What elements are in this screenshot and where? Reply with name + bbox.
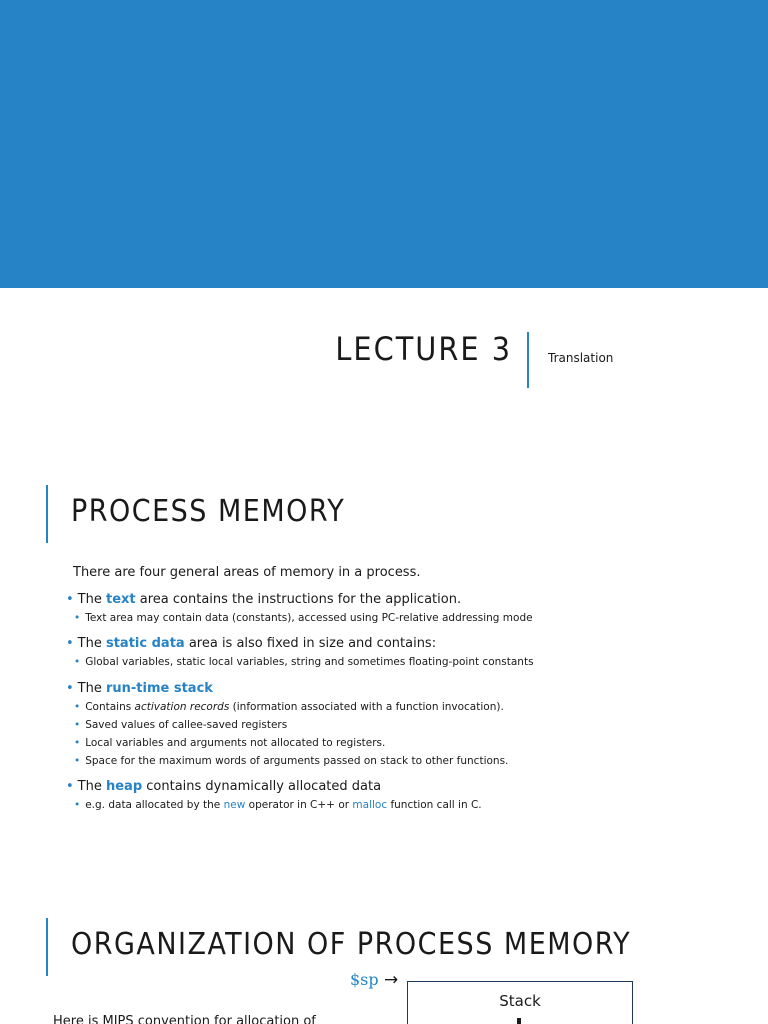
bullet-dot-icon: • [74, 755, 81, 767]
mips-convention-text: Here is MIPS convention for allocation of [53, 1014, 316, 1024]
bullet-dot-icon: • [66, 779, 74, 794]
bullet-dot-icon: • [74, 701, 81, 713]
bullet-item: • The heap contains dynamically allocated data [66, 779, 382, 794]
sub-bullet-item: • Contains activation records (information associated with a function invocation). [74, 701, 504, 713]
lecture-title: LECTURE 3 [335, 330, 512, 368]
lecture-subtitle: Translation [548, 351, 614, 365]
keyword-run-time-stack: run-time stack [105, 681, 213, 696]
keyword-malloc: malloc [352, 799, 388, 811]
bullet-item: • The static data area is also fixed in size and contains: [66, 636, 437, 651]
down-arrow-icon [517, 1018, 521, 1024]
keyword-new: new [223, 799, 246, 811]
bullet-dot-icon: • [74, 799, 81, 811]
bullet-dot-icon: • [74, 656, 81, 668]
sub-bullet-item: • Text area may contain data (constants), accessed using PC-relative addressing mode [74, 612, 533, 624]
bullet-dot-icon: • [66, 681, 74, 696]
sub-bullet-item: • Space for the maximum words of arguments passed on stack to other functions. [74, 755, 509, 767]
title-banner [0, 0, 768, 288]
stack-label: Stack [499, 992, 541, 1010]
keyword-text: text [105, 592, 136, 607]
section-title-process-memory: PROCESS MEMORY [71, 494, 346, 529]
section-title-organization: ORGANIZATION OF PROCESS MEMORY [71, 927, 632, 962]
sub-bullet-item: • e.g. data allocated by the new operator in C++ or malloc function call in C. [74, 799, 482, 811]
bullet-text-area [66, 591, 533, 627]
bullet-item: • The run-time stack [66, 681, 213, 696]
section-accent-bar [46, 918, 48, 976]
stack-segment [407, 981, 633, 1024]
sub-bullet-item: • Saved values of callee-saved registers [74, 719, 288, 731]
bullet-static-data [66, 635, 534, 671]
section-accent-bar [46, 485, 48, 543]
bullet-run-time-stack [66, 680, 508, 770]
bullet-dot-icon: • [66, 636, 74, 651]
sp-register-label: $sp [350, 970, 379, 989]
bullet-dot-icon: • [66, 592, 74, 607]
bullet-dot-icon: • [74, 719, 81, 731]
sub-bullet-item: • Global variables, static local variables, string and sometimes floating-point constants [74, 656, 534, 668]
title-divider [527, 332, 529, 388]
bullet-heap [66, 778, 482, 814]
bullet-item: • The text area contains the instructions for the application. [66, 592, 462, 607]
intro-text: There are four general areas of memory in a process. [73, 565, 421, 580]
right-arrow-icon: → [384, 970, 399, 990]
sub-bullet-item: • Local variables and arguments not allocated to registers. [74, 737, 386, 749]
bullet-dot-icon: • [74, 612, 81, 624]
bullet-dot-icon: • [74, 737, 81, 749]
keyword-heap: heap [105, 779, 143, 794]
keyword-static-data: static data [105, 636, 185, 651]
